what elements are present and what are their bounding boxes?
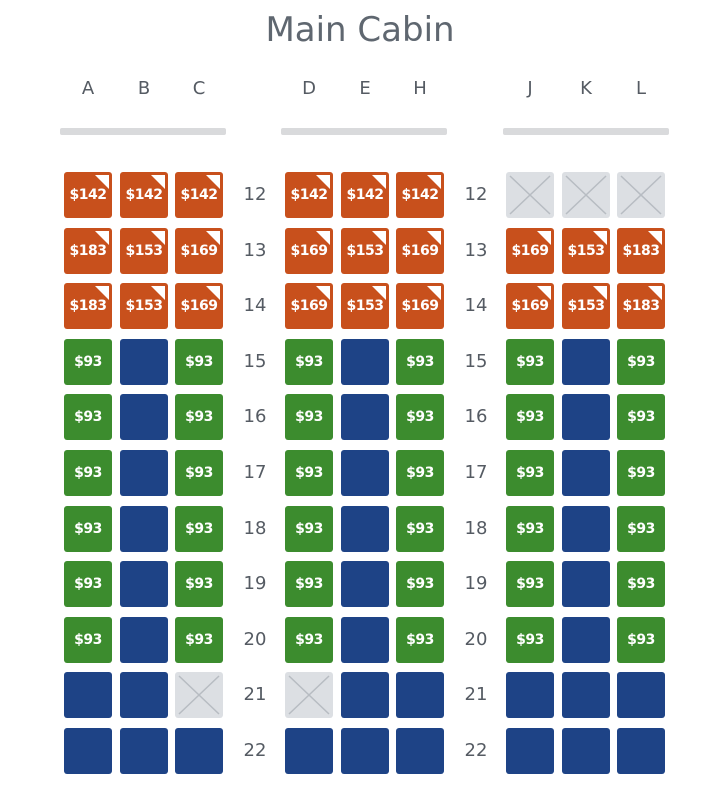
seat-21l <box>617 672 665 718</box>
row-number-19: 19 <box>243 573 267 594</box>
seat-19k <box>562 561 610 607</box>
row-number-17: 17 <box>464 462 488 483</box>
seat-price: $93 <box>627 354 655 370</box>
row-number-16: 16 <box>464 406 488 427</box>
seat-price: $93 <box>185 465 213 481</box>
seat-20b <box>120 617 168 663</box>
seat-15c[interactable] <box>175 339 223 385</box>
seat-14b[interactable] <box>120 283 168 329</box>
seat-price: $142 <box>346 187 384 203</box>
seat-price: $93 <box>185 576 213 592</box>
seat-13c[interactable] <box>175 228 223 274</box>
seat-price: $93 <box>185 521 213 537</box>
seat-price: $183 <box>69 298 107 314</box>
seat-16b <box>120 394 168 440</box>
seat-17a[interactable] <box>64 450 112 496</box>
seat-15j[interactable] <box>506 339 554 385</box>
seat-price: $93 <box>627 465 655 481</box>
unavailable-x-icon <box>175 672 223 718</box>
seat-price: $93 <box>406 465 434 481</box>
seat-15k <box>562 339 610 385</box>
row-number-13: 13 <box>243 240 267 261</box>
row-number-20: 20 <box>464 629 488 650</box>
seat-16e <box>341 394 389 440</box>
seat-16c[interactable] <box>175 394 223 440</box>
row-number-18: 18 <box>243 518 267 539</box>
seat-19a[interactable] <box>64 561 112 607</box>
seat-group-divider-left <box>60 128 226 135</box>
seat-price: $93 <box>74 354 102 370</box>
seat-price: $93 <box>185 409 213 425</box>
seat-price: $93 <box>627 576 655 592</box>
seat-20a[interactable] <box>64 617 112 663</box>
seat-price: $93 <box>74 521 102 537</box>
row-number-18: 18 <box>464 518 488 539</box>
seat-price: $142 <box>69 187 107 203</box>
row-number-13: 13 <box>464 240 488 261</box>
seat-20l[interactable] <box>617 617 665 663</box>
row-number-12: 12 <box>243 184 267 205</box>
seat-22e <box>341 728 389 774</box>
seat-price: $153 <box>125 298 163 314</box>
seat-21c <box>175 672 223 718</box>
seat-price: $169 <box>290 298 328 314</box>
row-number-15: 15 <box>464 351 488 372</box>
seat-14e[interactable] <box>341 283 389 329</box>
row-number-21: 21 <box>243 684 267 705</box>
seat-price: $153 <box>567 243 605 259</box>
seat-18d[interactable] <box>285 506 333 552</box>
seat-price: $142 <box>290 187 328 203</box>
seat-group-divider-right <box>503 128 669 135</box>
seat-13h[interactable] <box>396 228 444 274</box>
seat-price: $93 <box>627 521 655 537</box>
seat-price: $169 <box>511 243 549 259</box>
seat-19j[interactable] <box>506 561 554 607</box>
seat-18e <box>341 506 389 552</box>
seat-18h[interactable] <box>396 506 444 552</box>
seat-12j <box>506 172 554 218</box>
cabin-title: Main Cabin <box>265 10 455 50</box>
seat-13d[interactable] <box>285 228 333 274</box>
seat-price: $142 <box>401 187 439 203</box>
column-label-h: H <box>413 78 427 99</box>
seat-15l[interactable] <box>617 339 665 385</box>
seat-15d[interactable] <box>285 339 333 385</box>
seat-price: $93 <box>406 576 434 592</box>
seat-13a[interactable] <box>64 228 112 274</box>
seat-price: $93 <box>295 354 323 370</box>
seat-12b[interactable] <box>120 172 168 218</box>
seat-15h[interactable] <box>396 339 444 385</box>
seat-22l <box>617 728 665 774</box>
seat-17h[interactable] <box>396 450 444 496</box>
seat-13l[interactable] <box>617 228 665 274</box>
seat-17b <box>120 450 168 496</box>
unavailable-x-icon <box>506 172 554 218</box>
seat-20d[interactable] <box>285 617 333 663</box>
seat-price: $93 <box>516 409 544 425</box>
seat-price: $93 <box>516 576 544 592</box>
seat-price: $153 <box>346 298 384 314</box>
seat-price: $93 <box>295 465 323 481</box>
seat-12h[interactable] <box>396 172 444 218</box>
seat-22a <box>64 728 112 774</box>
seat-20c[interactable] <box>175 617 223 663</box>
seat-price: $142 <box>180 187 218 203</box>
seat-price: $153 <box>567 298 605 314</box>
seat-17k <box>562 450 610 496</box>
seat-18c[interactable] <box>175 506 223 552</box>
seat-22j <box>506 728 554 774</box>
seat-16l[interactable] <box>617 394 665 440</box>
column-label-d: D <box>302 78 316 99</box>
seat-20h[interactable] <box>396 617 444 663</box>
seat-price: $93 <box>406 521 434 537</box>
seat-price: $93 <box>295 409 323 425</box>
seat-12c[interactable] <box>175 172 223 218</box>
seat-19b <box>120 561 168 607</box>
column-label-e: E <box>359 78 371 99</box>
seat-price: $93 <box>74 632 102 648</box>
seat-price: $169 <box>401 243 439 259</box>
seat-17j[interactable] <box>506 450 554 496</box>
seat-14k[interactable] <box>562 283 610 329</box>
seat-19h[interactable] <box>396 561 444 607</box>
seat-price: $93 <box>295 632 323 648</box>
seat-price: $93 <box>627 632 655 648</box>
seat-19d[interactable] <box>285 561 333 607</box>
seat-price: $93 <box>516 465 544 481</box>
seat-21d <box>285 672 333 718</box>
seat-16h[interactable] <box>396 394 444 440</box>
row-number-15: 15 <box>243 351 267 372</box>
seat-12k <box>562 172 610 218</box>
unavailable-x-icon <box>562 172 610 218</box>
seat-price: $93 <box>406 354 434 370</box>
seat-12l <box>617 172 665 218</box>
seat-18j[interactable] <box>506 506 554 552</box>
seat-22d <box>285 728 333 774</box>
seat-14j[interactable] <box>506 283 554 329</box>
seat-16a[interactable] <box>64 394 112 440</box>
seat-price: $169 <box>290 243 328 259</box>
seat-price: $169 <box>180 298 218 314</box>
seat-15e <box>341 339 389 385</box>
seat-21a <box>64 672 112 718</box>
row-number-22: 22 <box>464 740 488 761</box>
seat-price: $169 <box>401 298 439 314</box>
seat-12a[interactable] <box>64 172 112 218</box>
seat-18l[interactable] <box>617 506 665 552</box>
seat-14d[interactable] <box>285 283 333 329</box>
seat-12e[interactable] <box>341 172 389 218</box>
seat-price: $93 <box>627 409 655 425</box>
seat-price: $142 <box>125 187 163 203</box>
seat-14c[interactable] <box>175 283 223 329</box>
column-label-c: C <box>192 78 206 99</box>
seat-12d[interactable] <box>285 172 333 218</box>
seat-price: $93 <box>516 632 544 648</box>
unavailable-x-icon <box>617 172 665 218</box>
seat-19e <box>341 561 389 607</box>
seat-14a[interactable] <box>64 283 112 329</box>
seat-16d[interactable] <box>285 394 333 440</box>
seat-price: $183 <box>622 243 660 259</box>
seat-price: $93 <box>406 632 434 648</box>
row-number-16: 16 <box>243 406 267 427</box>
seat-group-divider-middle <box>281 128 447 135</box>
row-number-14: 14 <box>464 295 488 316</box>
row-number-20: 20 <box>243 629 267 650</box>
seat-21j <box>506 672 554 718</box>
seat-price: $183 <box>69 243 107 259</box>
column-label-b: B <box>137 78 151 99</box>
seat-21h <box>396 672 444 718</box>
seat-13k[interactable] <box>562 228 610 274</box>
seat-14l[interactable] <box>617 283 665 329</box>
seat-18k <box>562 506 610 552</box>
column-label-k: K <box>580 78 592 99</box>
seat-21e <box>341 672 389 718</box>
seat-price: $93 <box>74 576 102 592</box>
seat-price: $93 <box>185 632 213 648</box>
seat-18a[interactable] <box>64 506 112 552</box>
seat-price: $183 <box>622 298 660 314</box>
row-number-14: 14 <box>243 295 267 316</box>
seat-13j[interactable] <box>506 228 554 274</box>
row-number-12: 12 <box>464 184 488 205</box>
row-number-21: 21 <box>464 684 488 705</box>
seat-price: $169 <box>180 243 218 259</box>
seat-price: $93 <box>516 354 544 370</box>
seat-16k <box>562 394 610 440</box>
column-label-l: L <box>635 78 647 99</box>
seat-13e[interactable] <box>341 228 389 274</box>
seat-17l[interactable] <box>617 450 665 496</box>
seat-14h[interactable] <box>396 283 444 329</box>
row-number-19: 19 <box>464 573 488 594</box>
seat-20e <box>341 617 389 663</box>
seat-15b <box>120 339 168 385</box>
seat-20k <box>562 617 610 663</box>
seat-16j[interactable] <box>506 394 554 440</box>
seat-price: $93 <box>74 465 102 481</box>
seat-price: $153 <box>125 243 163 259</box>
seat-15a[interactable] <box>64 339 112 385</box>
column-label-a: A <box>81 78 95 99</box>
seat-price: $93 <box>74 409 102 425</box>
seat-20j[interactable] <box>506 617 554 663</box>
seat-17d[interactable] <box>285 450 333 496</box>
seat-17e <box>341 450 389 496</box>
seat-19l[interactable] <box>617 561 665 607</box>
seat-price: $93 <box>406 409 434 425</box>
seat-22c <box>175 728 223 774</box>
row-number-17: 17 <box>243 462 267 483</box>
seat-price: $93 <box>295 521 323 537</box>
seat-22b <box>120 728 168 774</box>
seat-price: $153 <box>346 243 384 259</box>
row-number-22: 22 <box>243 740 267 761</box>
column-label-j: J <box>527 78 533 99</box>
seat-22h <box>396 728 444 774</box>
seat-price: $93 <box>185 354 213 370</box>
seat-17c[interactable] <box>175 450 223 496</box>
unavailable-x-icon <box>285 672 333 718</box>
seat-13b[interactable] <box>120 228 168 274</box>
seat-21k <box>562 672 610 718</box>
seat-22k <box>562 728 610 774</box>
seat-price: $169 <box>511 298 549 314</box>
seat-price: $93 <box>295 576 323 592</box>
seat-19c[interactable] <box>175 561 223 607</box>
seat-18b <box>120 506 168 552</box>
seat-price: $93 <box>516 521 544 537</box>
seat-21b <box>120 672 168 718</box>
